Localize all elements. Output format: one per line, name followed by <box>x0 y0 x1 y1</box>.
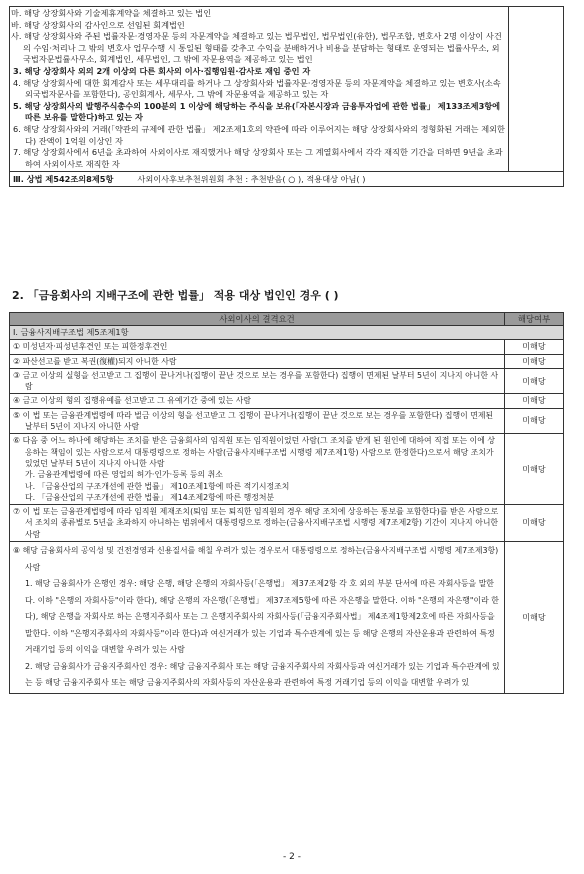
table-row <box>10 394 564 408</box>
table-row <box>10 434 564 505</box>
criteria-item: 6. 해당 상장회사와의 거래(「약관의 규제에 관한 법률」 제2조제1호의 약관에 따라 이루어지는 해당 상장회사와의 정형화된 거래는 제외한다) 잔액이 1억원 이상인 자 <box>13 123 505 146</box>
section-heading: 2. 「금융회사의 지배구조에 관한 법률」 적용 대상 법인인 경우 ( ) <box>12 289 339 302</box>
criteria-item: 사. 해당 상장회사와 주된 법률자문·경영자문 등의 자문계약을 체결하고 있는 법무법인, 법무법인(유한), 법무조합, 변호사 2명 이상이 사건의 수임·처리나 그 밖의 변호사 업무수행 시 통일된 형태를 갖추고 수익을 분배하거나 비용을 분담하는 형태로 운영되는 법률사무소, 외국법자문법률사무소, 회계법인, 세무법인, 그 밖에 자문용역을 제공하고 있는 법인 <box>11 31 502 65</box>
table-row <box>10 340 564 354</box>
row-text: ⑧ 해당 금융회사의 공익성 및 건전경영과 신용질서를 해칠 우려가 있는 경우로서 대통령령으로 정하는(금융사지배구조법 시행령 제7조제3항) 사람 1. 해당 금융회사가 은행인 경우: 해당 은행, 해당 은행의 자회사등(「은행법」 제37조제2항 각 호 외의 부분 단서에 따른 자회사등을 말한다. 이하 "은행의 자회사등"이라 한다), 해당 은행의 자은행(「은행법」 제37조제5항에 따른 자은행을 말한다. 이하 "은행의 자은행"이라 한다), 해당 은행을 자회사로 하는 은행지주회사 또는 그 은행지주회사의 자회사등(「금융지주회사법」 제4조제1항제2호에 따른 자회사등을 말한다. 이하 "은행지주회사의 자회사등"이라 한다)과 여신거래가 있는 기업과 특수관계에 있는 등 해당 은행의 자산운용과 관련하여 특정 거래기업 등의 이익을 대변할 우려가 있는 사람 2. 해당 금융회사가 금융지주회사인 경우: 해당 금융지주회사 또는 해당 금융지주회사의 자회사등과 여신거래가 있는 기업과 특수관계에 있는 등 해당 금융지주회사 또는 해당 금융지주회사의 자회사등의 자산운용과 관련하여 특정 거래기업 등의 이익을 대변할 우려가 있 <box>10 542 505 694</box>
row-status: 미해당 <box>505 542 564 694</box>
table-row <box>10 354 564 368</box>
row-text: ① 미성년자·피성년후견인 또는 피한정후견인 <box>10 340 505 354</box>
row-status: 미해당 <box>505 394 564 408</box>
disqualification-table <box>9 312 564 694</box>
table-footer <box>10 172 564 187</box>
criteria-list-cell <box>10 7 509 172</box>
criteria-item: 7. 해당 상장회사에서 6년을 초과하여 사외이사로 재직했거나 해당 상장회사 또는 그 계열회사에서 각각 재직한 기간을 더하면 9년을 초과하여 사외이사로 재직한 자 <box>13 147 503 169</box>
criteria-item: 3. 해당 상장회사 외의 2개 이상의 다른 회사의 이사·집행임원·감사로 재임 중인 자 <box>13 65 311 76</box>
criteria-item: 4. 해당 상장회사에 대한 회계감사 또는 세무대리를 하거나 그 상장회사와 법률자문·경영자문 등의 자문계약을 체결하고 있는 변호사(소속 외국법자문사를 포함한다), 공인회계사, 세무사, 그 밖에 자문용역을 제공하고 있는 자 <box>13 77 501 100</box>
header-requirements: 사외이사의 결격요건 <box>10 313 505 326</box>
footer-label: Ⅲ. 상법 제542조의8제5항 <box>13 174 114 185</box>
table-row <box>10 368 564 394</box>
table-row <box>10 542 564 694</box>
criteria-item: 바. 해당 상장회사의 감사인으로 선임된 회계법인 <box>11 19 185 30</box>
row-status: 미해당 <box>505 354 564 368</box>
row-status: 미해당 <box>505 434 564 505</box>
row-status: 미해당 <box>505 408 564 434</box>
section-title: Ⅰ. 금융사지배구조법 제5조제1항 <box>10 326 564 340</box>
row-status: 미해당 <box>505 368 564 394</box>
row-text: ⑦ 이 법 또는 금융관계법령에 따라 임직원 제재조치(퇴임 또는 퇴직한 임직원의 경우 해당 조치에 상응하는 통보를 포함한다)를 받은 사람으로서 조치의 종류별로 5년을 초과하지 아니하는 범위에서 대통령령으로 정하는(금융사지배구조법 시행령 제7조제2항) 기간이 지나지 아니한 사람 <box>10 505 505 542</box>
table-row <box>10 408 564 434</box>
criteria-item: 마. 해당 상장회사와 기술제휴계약을 체결하고 있는 법인 <box>11 8 212 18</box>
status-cell <box>509 7 564 172</box>
page-number: - 2 - <box>283 852 301 862</box>
footer-text: 사외이사후보추천위원회 추천 : 추천받음( ○ ), 적용대상 아님( ) <box>137 174 366 185</box>
header-applicability: 해당여부 <box>505 313 564 326</box>
row-text: ④ 금고 이상의 형의 집행유예를 선고받고 그 유예기간 중에 있는 사람 <box>10 394 505 408</box>
row-text: ⑤ 이 법 또는 금융관계법령에 따라 벌금 이상의 형을 선고받고 그 집행이 끝나거나(집행이 끝난 것으로 보는 경우를 포함한다) 집행이 면제된 날부터 5년이 지나지 아니한 사람 <box>10 408 505 434</box>
row-status: 미해당 <box>505 505 564 542</box>
criteria-item: 5. 해당 상장회사의 발행주식총수의 100분의 1 이상에 해당하는 주식을 보유(「자본시장과 금융투자업에 관한 법률」 제133조제3항에 따른 보유를 말한다)하고 있는 자 <box>13 100 501 123</box>
criteria-table-continued <box>9 6 564 187</box>
row-status: 미해당 <box>505 340 564 354</box>
table-row <box>10 505 564 542</box>
row-text: ⑥ 다음 중 어느 하나에 해당하는 조치를 받은 금융회사의 임직원 또는 임직원이었던 사람(그 조치를 받게 된 원인에 대하여 직접 또는 이에 상응하는 책임이 있는 사람으로서 대통령령으로 정하는 사람(금융사지배구조법 시행령 제7조제1항) 사람으로 한정한다)으로서 해당 조치가 있었던 날부터 5년이 지나지 아니한 사람 가. 금융관계법령에 따른 영업의 허가·인가·등록 등의 취소 나. 「금융산업의 구조개선에 관한 법률」 제10조제1항에 따른 적기시정조치 다. 「금융산업의 구조개선에 관한 법률」 제14조제2항에 따른 행정처분 <box>10 434 505 505</box>
row-text: ② 파산선고를 받고 복권(復權)되지 아니한 사람 <box>10 354 505 368</box>
row-text: ③ 금고 이상의 실형을 선고받고 그 집행이 끝나거나(집행이 끝난 것으로 보는 경우를 포함한다) 집행이 면제된 날부터 5년이 지나지 아니한 사람 <box>10 368 505 394</box>
